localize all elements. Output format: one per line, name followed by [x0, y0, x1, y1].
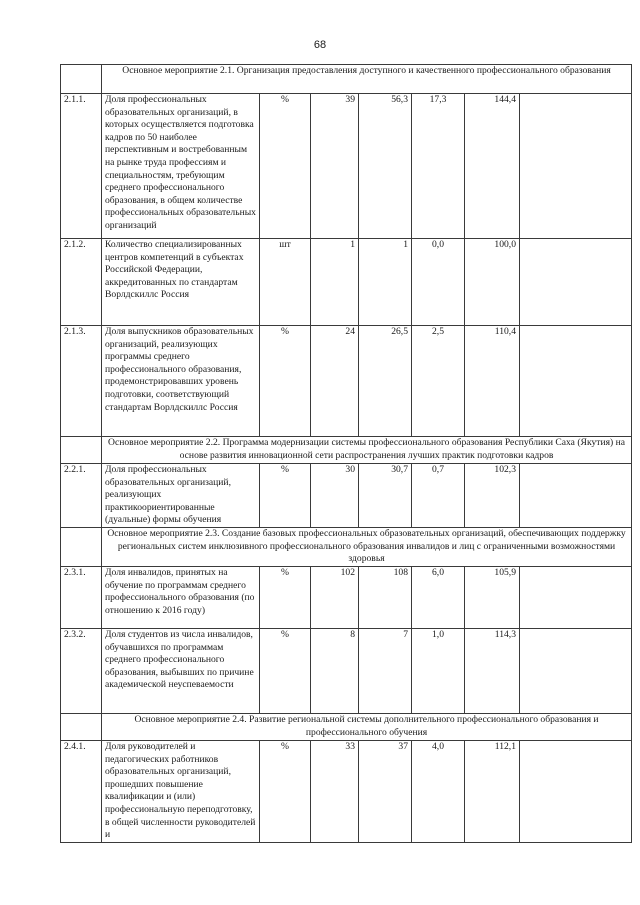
deviation-value: 0,0 [412, 239, 465, 326]
plan-value: 39 [311, 94, 359, 239]
fact-value: 56,3 [359, 94, 412, 239]
percent-value: 112,1 [465, 740, 520, 842]
deviation-value: 6,0 [412, 566, 465, 628]
deviation-value: 0,7 [412, 464, 465, 528]
deviation-value: 17,3 [412, 94, 465, 239]
unit-cell: % [260, 94, 311, 239]
percent-value: 105,9 [465, 566, 520, 628]
row-number: 2.1.2. [61, 239, 102, 326]
note-cell [520, 464, 632, 528]
indicator-name: Доля студентов из числа инвалидов, обучавшихся по программам среднего профессионального образования, выбывших по причине академической неуспеваемости [102, 628, 260, 713]
fact-value: 30,7 [359, 464, 412, 528]
plan-value: 33 [311, 740, 359, 842]
table-row [61, 464, 632, 528]
section-title: Основное мероприятие 2.3. Создание базовых профессиональных образовательных организаций, обеспечивающих поддержку региональных систем инклюзивного профессионального образования инвалидов и лиц с ограниченными возможностями здоровья [102, 527, 632, 566]
empty-cell [61, 713, 102, 740]
section-title: Основное мероприятие 2.1. Организация предоставления доступного и качественного профессионального образования [102, 65, 632, 94]
row-number: 2.3.2. [61, 628, 102, 713]
plan-value: 30 [311, 464, 359, 528]
section-row [61, 713, 632, 740]
table-row [61, 94, 632, 239]
indicator-name: Доля выпускников образовательных организаций, реализующих программы среднего профессионального образования, продемонстрировавших уровень подготовки, соответствующий стандартам Ворлдскиллс Россия [102, 326, 260, 437]
indicator-name: Доля руководителей и педагогических работников образовательных организаций, прошедших повышение квалификации и (или) профессиональную переподготовку, в общей численности руководителей и [102, 740, 260, 842]
plan-value: 1 [311, 239, 359, 326]
section-row [61, 65, 632, 94]
note-cell [520, 740, 632, 842]
empty-cell [61, 437, 102, 464]
indicator-name: Доля инвалидов, принятых на обучение по программам среднего профессионального образования (по отношению к 2016 году) [102, 566, 260, 628]
table-row [61, 239, 632, 326]
row-number: 2.1.1. [61, 94, 102, 239]
section-title: Основное мероприятие 2.2. Программа модернизации системы профессионального образования Республики Саха (Якутия) на основе развития инновационной сети распространения лучших практик подготовки кадров [102, 437, 632, 464]
percent-value: 102,3 [465, 464, 520, 528]
row-number: 2.4.1. [61, 740, 102, 842]
row-number: 2.3.1. [61, 566, 102, 628]
table-row [61, 628, 632, 713]
row-number: 2.2.1. [61, 464, 102, 528]
table-row [61, 326, 632, 437]
unit-cell: % [260, 326, 311, 437]
page-number: 68 [313, 39, 327, 51]
fact-value: 37 [359, 740, 412, 842]
section-row [61, 437, 632, 464]
deviation-value: 2,5 [412, 326, 465, 437]
deviation-value: 1,0 [412, 628, 465, 713]
note-cell [520, 566, 632, 628]
note-cell [520, 326, 632, 437]
note-cell [520, 94, 632, 239]
empty-cell [61, 527, 102, 566]
plan-value: 24 [311, 326, 359, 437]
row-number: 2.1.3. [61, 326, 102, 437]
unit-cell: % [260, 628, 311, 713]
plan-value: 8 [311, 628, 359, 713]
indicator-name: Количество специализированных центров компетенций в субъектах Российской Федерации, аккредитованных по стандартам Ворлдскиллс Россия [102, 239, 260, 326]
note-cell [520, 239, 632, 326]
unit-cell: % [260, 740, 311, 842]
indicator-name: Доля профессиональных образовательных организаций, в которых осуществляется подготовка кадров по 50 наиболее перспективным и востребованным на рынке труда профессиям и специальностям, требующим среднего профессионального образования, в общем количестве профессиональных образовательных организаций [102, 94, 260, 239]
unit-cell: % [260, 464, 311, 528]
section-row [61, 527, 632, 566]
percent-value: 144,4 [465, 94, 520, 239]
fact-value: 7 [359, 628, 412, 713]
fact-value: 1 [359, 239, 412, 326]
table-row [61, 740, 632, 842]
table-row [61, 566, 632, 628]
unit-cell: % [260, 566, 311, 628]
percent-value: 100,0 [465, 239, 520, 326]
section-title: Основное мероприятие 2.4. Развитие региональной системы дополнительного профессионального образования и профессионального обучения [102, 713, 632, 740]
unit-cell: шт [260, 239, 311, 326]
deviation-value: 4,0 [412, 740, 465, 842]
percent-value: 110,4 [465, 326, 520, 437]
fact-value: 26,5 [359, 326, 412, 437]
indicators-table [60, 64, 632, 843]
empty-cell [61, 65, 102, 94]
note-cell [520, 628, 632, 713]
percent-value: 114,3 [465, 628, 520, 713]
plan-value: 102 [311, 566, 359, 628]
indicator-name: Доля профессиональных образовательных организаций, реализующих практикоориентированные (дуальные) формы обучения [102, 464, 260, 528]
fact-value: 108 [359, 566, 412, 628]
